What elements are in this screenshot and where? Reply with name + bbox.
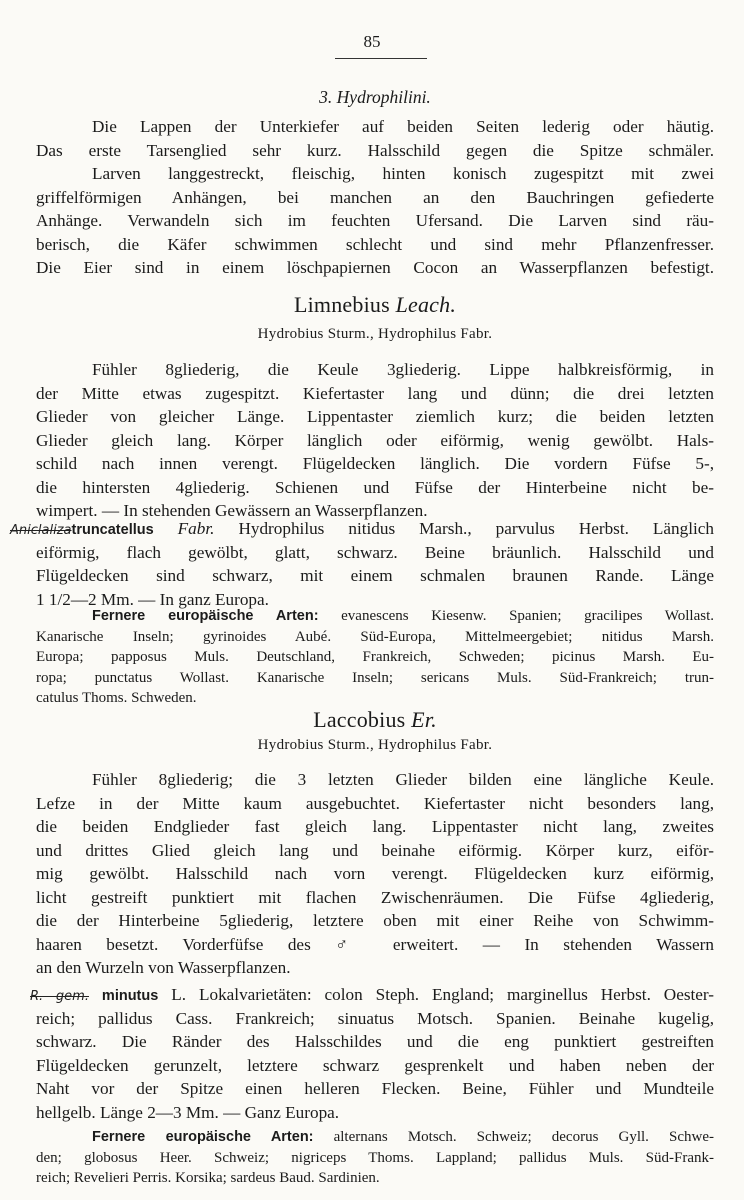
limnebius-header: [36, 292, 714, 318]
text-line: eiförmig, flach gewölbt, glatt, schwarz. Beine bräunlich. Halsschild und: [36, 542, 714, 562]
text-line: mig gewölbt. Halsschild nach vorn verengt. Flügeldecken kurz eiförmig,: [36, 864, 714, 883]
text-line: 1 1/2—2 Mm. — In ganz Europa.: [36, 589, 269, 609]
text-line: schild nach innen verengt. Flügeldecken länglich. Die vordern Füfse 5-,: [36, 454, 714, 473]
text-line: schwarz. Die Ränder des Halsschildes und die eng punktiert gestreiften: [36, 1032, 714, 1051]
species-first-line: [30, 983, 714, 1009]
species-synonyms: Lokalvarietäten: colon Steph. England; marginellus Herbst. Oester-: [198, 985, 715, 1004]
text-line: Das erste Tarsenglied sehr kurz. Halsschild gegen die Spitze schmäler.: [36, 140, 714, 160]
text-line: berisch, die Käfer schwimmen schlecht und sind mehr Pflanzenfresser.: [36, 234, 714, 254]
page-number: 85: [363, 32, 381, 51]
species-author: Fabr.: [177, 519, 215, 538]
other-species-label: Fernere europäische Arten:: [92, 608, 319, 624]
genus-synonyms: Hydrobius Sturm., Hydrophilus Fabr.: [257, 737, 493, 753]
intro-paragraph: [36, 115, 714, 280]
section-title: 3. Hydrophilini.: [319, 87, 431, 107]
laccobius-species-entry: [30, 983, 714, 1009]
laccobius-description: [36, 768, 714, 980]
laccobius-synonyms-block: [36, 737, 714, 754]
species-name: truncatellus: [71, 522, 154, 538]
genus-synonyms: Hydrobius Sturm., Hydrophilus Fabr.: [257, 326, 493, 342]
limnebius-species-entry: [10, 517, 714, 543]
text-line: Lefze in der Mitte kaum ausgebuchtet. Kiefertaster nicht besonders lang,: [36, 793, 714, 813]
text-line: den; globosus Heer. Schweiz; nigriceps Thoms. Lappland; pallidus Muls. Süd-Frank-: [36, 1149, 714, 1166]
text-line: Naht vor der Spitze einen helleren Flecken. Beine, Fühler und Mundteile: [36, 1079, 714, 1098]
text-line: Europa; papposus Muls. Deutschland, Frankreich, Schweden; picinus Marsh. Eu-: [36, 649, 714, 665]
laccobius-species-description: [36, 1007, 714, 1125]
text-line: die der Hinterbeine 5gliederig, letztere oben mit einer Reihe von Schwimm-: [36, 911, 714, 930]
text-line: Fühler 8gliederig, die Keule 3gliederig. Lippe halbkreisförmig, in: [92, 360, 714, 379]
page-number-rule: [335, 58, 427, 59]
species-synonyms: Hydrophilus nitidus Marsh., parvulus Herbst. Länglich: [238, 519, 715, 538]
text-line: die hintersten 4gliederig. Schienen und Füfse der Hinterbeine nicht be-: [36, 477, 714, 497]
text-line: Die Eier sind in einem löschpapiernen Cocon an Wasserpflanzen befestigt.: [36, 258, 714, 277]
text-line: hellgelb. Länge 2—3 Mm. — Ganz Europa.: [36, 1102, 340, 1122]
text-line: der Mitte etwas zugespitzt. Kiefertaster lang und dünn; die drei letzten: [36, 383, 714, 403]
text-line: die beiden Endglieder fast gleich lang. Lippentaster nicht lang, zweites: [36, 817, 714, 836]
text-line: Fühler 8gliederig; die 3 letzten Glieder bilden eine längliche Keule.: [92, 770, 714, 789]
limnebius-other-species: [36, 606, 714, 709]
text-line: und drittes Glied gleich lang und beinahe eiförmig. Körper kurz, eiför-: [36, 840, 714, 860]
text-line: Anhänge. Verwandeln sich im feuchten Ufersand. Die Larven sind räu-: [36, 211, 714, 230]
text-line: Glieder von gleicher Länge. Lippentaster ziemlich kurz; die beiden letzten: [36, 407, 714, 426]
genus-title: Laccobius Er.: [313, 707, 437, 732]
limnebius-species-description: [36, 541, 714, 612]
text-line: Flügeldecken sind schwarz, mit einem schmalen braunen Rande. Länge: [36, 566, 714, 585]
limnebius-description: [36, 358, 714, 523]
text-line: wimpert. — In stehenden Gewässern an Wasserpflanzen.: [36, 501, 428, 520]
section-header: [36, 85, 714, 109]
other-species-label: Fernere europäische Arten:: [92, 1129, 314, 1145]
handwritten-annotation: R. gem.: [30, 989, 89, 1004]
handwritten-annotation: Aniclaliza: [10, 523, 72, 538]
text-line: Glieder gleich lang. Körper länglich oder eiförmig, wenig gewölbt. Hals-: [36, 430, 714, 450]
text-line: reich; pallidus Cass. Frankreich; sinuatus Motsch. Spanien. Beinahe kugelig,: [36, 1008, 714, 1028]
text-line: haaren besetzt. Vorderfüfse des ♂ erweitert. — In stehenden Wassern: [36, 934, 714, 954]
text-line: an den Wurzeln von Wasserpflanzen.: [36, 958, 291, 977]
text-line: Die Lappen der Unterkiefer auf beiden Seiten lederig oder häutig.: [92, 117, 714, 136]
text-line: Fernere europäische Arten: evanescens Kiesenw. Spanien; gracilipes Wollast.: [92, 608, 715, 624]
species-first-line: [10, 517, 714, 543]
text-line: Flügeldecken gerunzelt, letztere schwarz gesprenkelt und haben neben der: [36, 1055, 714, 1075]
genus-title: Limnebius Leach.: [293, 292, 457, 317]
limnebius-synonyms-block: [36, 326, 714, 343]
text-line: griffelförmigen Anhängen, bei manchen an den Bauchringen gefiederte: [36, 187, 714, 207]
text-line: ropa; punctatus Wollast. Kanarische Inseln; sericans Muls. Süd-Frankreich; trun-: [36, 669, 714, 686]
species-author: L.: [171, 985, 187, 1004]
laccobius-other-species: [36, 1127, 714, 1189]
text-line: Kanarische Inseln; gyrinoides Aubé. Süd-Europa, Mittelmeergebiet; nitidus Marsh.: [36, 628, 714, 645]
text-line: Larven langgestreckt, fleischig, hinten konisch zugespitzt mit zwei: [92, 164, 714, 183]
text-line: licht gestreift punktiert mit flachen Zwischenräumen. Die Füfse 4gliederig,: [36, 887, 714, 907]
text-line: catulus Thoms. Schweden.: [36, 690, 197, 706]
text-line: reich; Revelieri Perris. Korsika; sardeus Baud. Sardinien.: [36, 1170, 380, 1186]
species-name: minutus: [101, 988, 159, 1004]
text-line: Fernere europäische Arten: alternans Motsch. Schweiz; decorus Gyll. Schwe-: [92, 1129, 714, 1145]
laccobius-header: [36, 707, 714, 733]
